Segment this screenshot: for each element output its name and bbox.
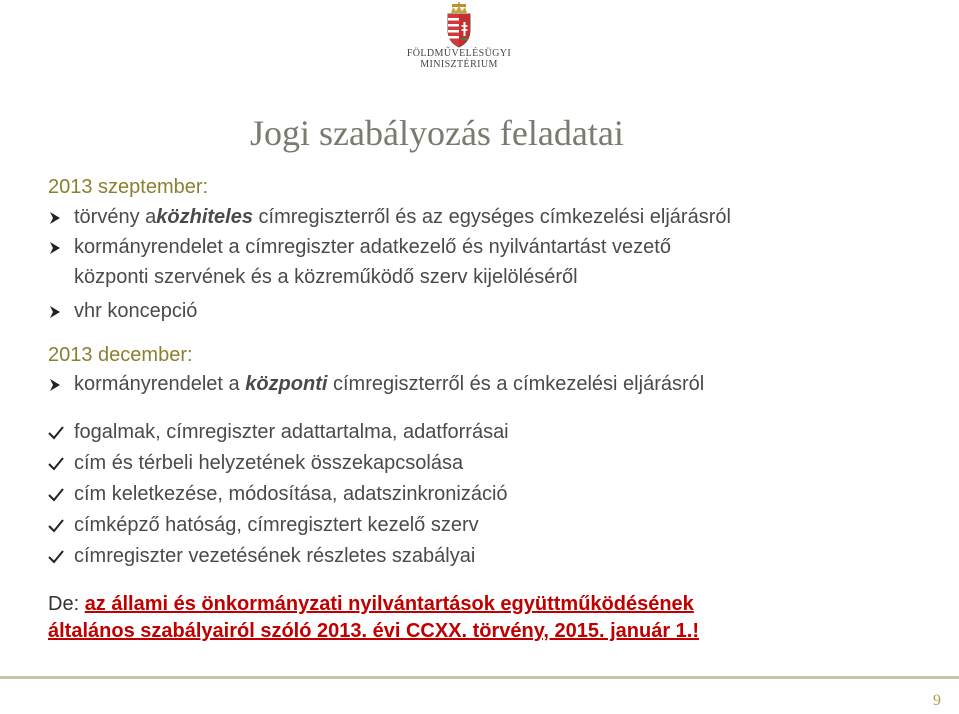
checklist-item bbox=[48, 421, 509, 444]
footnote-law-reference-cont: általános szabályairól szóló 2013. évi CCXX. törvény, 2015. január 1.! bbox=[48, 620, 700, 642]
checkmark-icon bbox=[48, 488, 74, 502]
page-number: 9 bbox=[933, 692, 941, 709]
checklist-item bbox=[48, 452, 463, 475]
checkmark-icon bbox=[48, 519, 74, 533]
checkmark-icon bbox=[48, 426, 74, 440]
item-text-pre: törvény a bbox=[74, 206, 157, 228]
checklist-item bbox=[48, 545, 475, 568]
footnote-prefix: De: bbox=[48, 593, 85, 615]
logo-text-line1: FÖLDMŰVELÉSÜGYI bbox=[406, 48, 512, 59]
checklist-item bbox=[48, 483, 508, 506]
item-text-pre: kormányrendelet a bbox=[74, 373, 246, 395]
checklist-text: cím keletkezése, módosítása, adatszinkronizáció bbox=[74, 483, 508, 505]
arrow-bullet-icon bbox=[48, 378, 74, 392]
slide-title: Jogi szabályozás feladatai bbox=[250, 113, 624, 153]
checklist-item bbox=[48, 514, 479, 537]
arrow-bullet-icon bbox=[48, 211, 74, 225]
item-text: kormányrendelet a címregiszter adatkezelő és nyilvántartást vezető bbox=[74, 236, 671, 258]
item-text-emphasis: központi bbox=[245, 373, 328, 395]
checklist-text: fogalmak, címregiszter adattartalma, adatforrásai bbox=[74, 421, 509, 443]
section-heading-september: 2013 szeptember: bbox=[48, 176, 209, 198]
checklist-text: címképző hatóság, címregisztert kezelő szerv bbox=[74, 514, 479, 536]
checklist-text: címregiszter vezetésének részletes szabályai bbox=[74, 545, 476, 567]
list-item bbox=[48, 206, 731, 229]
checkmark-icon bbox=[48, 457, 74, 471]
section-heading-december: 2013 december: bbox=[48, 344, 193, 366]
footnote-law-reference: az állami és önkormányzati nyilvántartások együttműködésének bbox=[84, 593, 694, 615]
arrow-bullet-icon bbox=[48, 305, 74, 319]
coat-of-arms-icon bbox=[444, 2, 474, 48]
item-text-post: címregiszterről és az egységes címkezelési eljárásról bbox=[252, 206, 731, 228]
list-item bbox=[48, 300, 197, 323]
checkmark-icon bbox=[48, 550, 74, 564]
checklist-text: cím és térbeli helyzetének összekapcsolása bbox=[74, 452, 464, 474]
logo-text-line2: MINISZTÉRIUM bbox=[420, 59, 498, 70]
list-item bbox=[48, 373, 704, 396]
arrow-bullet-icon bbox=[48, 241, 74, 255]
item-text-emphasis: közhiteles bbox=[156, 206, 253, 228]
list-item bbox=[48, 236, 671, 259]
footer-divider bbox=[0, 676, 959, 679]
item-text-post: címregiszterről és a címkezelési eljárásról bbox=[327, 373, 705, 395]
ministry-logo bbox=[404, 2, 514, 78]
item-text: vhr koncepció bbox=[74, 300, 198, 322]
footnote-line2 bbox=[48, 620, 699, 643]
item-text-continuation: központi szervének és a közreműködő szerv kijelöléséről bbox=[74, 266, 578, 288]
footnote-line1 bbox=[48, 593, 694, 616]
